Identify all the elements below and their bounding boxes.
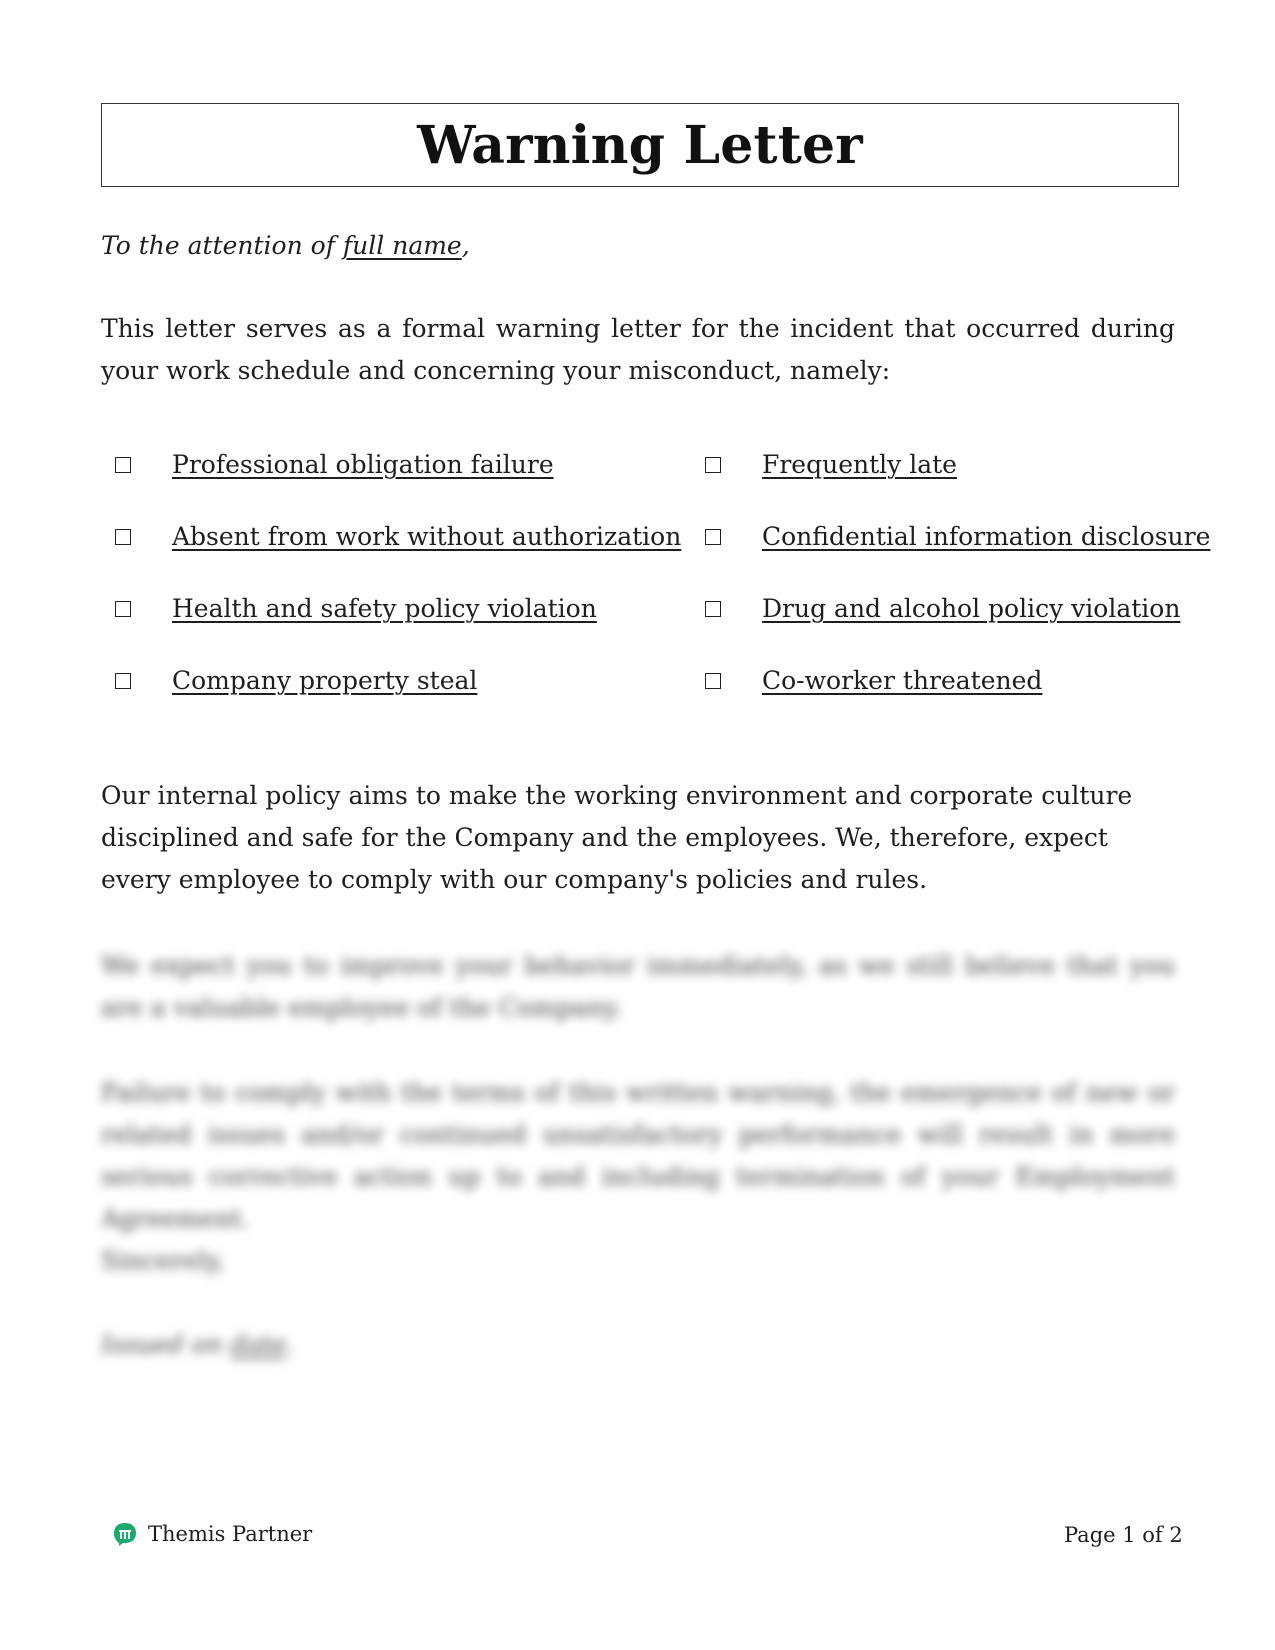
document-title: Warning Letter <box>417 114 863 176</box>
checklist-label: Frequently late <box>762 450 957 479</box>
checkbox[interactable] <box>705 529 721 545</box>
checkbox[interactable] <box>115 673 131 689</box>
policy-paragraph: Our internal policy aims to make the working environment and corporate culture disciplined and safe for the Company and the employees. We, therefore, expect every employee to comply with our company's policies and rules. <box>101 781 1133 894</box>
checkbox[interactable] <box>705 673 721 689</box>
attention-line <box>101 225 1175 267</box>
attention-suffix: , <box>461 231 470 260</box>
checkbox[interactable] <box>115 601 131 617</box>
checklist-label: Professional obligation failure <box>172 450 554 479</box>
checklist-item[interactable] <box>691 666 1042 695</box>
checkbox[interactable] <box>705 457 721 473</box>
checklist-label: Health and safety policy violation <box>172 594 597 623</box>
checklist-item[interactable] <box>691 450 957 479</box>
attention-prefix: To the attention of <box>101 231 343 260</box>
checklist-label: Confidential information disclosure <box>762 522 1211 551</box>
themis-logo-icon <box>112 1521 138 1547</box>
page-number: Page 1 of 2 <box>1064 1523 1183 1547</box>
checklist-label: Drug and alcohol policy violation <box>762 594 1181 623</box>
brand-name: Themis Partner <box>148 1522 313 1546</box>
footer-brand <box>112 1521 312 1547</box>
checklist-label: Company property steal <box>172 666 478 695</box>
blurred-closing: Sincerely, <box>101 1246 225 1275</box>
blurred-issued-line <box>101 1324 1175 1366</box>
title-box <box>101 103 1179 187</box>
issued-date-field: date <box>230 1330 287 1359</box>
checkbox[interactable] <box>115 457 131 473</box>
issued-prefix: Issued on <box>101 1330 231 1359</box>
checklist-item[interactable] <box>691 522 1210 551</box>
checkbox[interactable] <box>115 529 131 545</box>
checklist-item[interactable] <box>101 594 597 623</box>
checkbox[interactable] <box>705 601 721 617</box>
checklist-label: Co-worker threatened <box>762 666 1043 695</box>
blurred-paragraph: Failure to comply with the terms of this written warning, the emergence of new or related issues and/or continued unsatisfactory performance will result in more serious corrective action up to and including termination of your Employment Agreement. <box>101 1078 1175 1233</box>
checklist-item[interactable] <box>101 522 681 551</box>
blurred-paragraph: We expect you to improve your behavior immediately, as we still believe that you are a valuable employee of the Company. <box>101 951 1175 1022</box>
checklist-item[interactable] <box>101 450 554 479</box>
attention-name-field: full name <box>342 231 462 260</box>
checklist-item[interactable] <box>691 594 1180 623</box>
intro-paragraph: This letter serves as a formal warning letter for the incident that occurred during your work schedule and concerning your misconduct, namely: <box>101 314 1175 385</box>
checklist-label: Absent from work without authorization <box>172 522 682 551</box>
checklist-item[interactable] <box>101 666 477 695</box>
issued-suffix: . <box>286 1330 295 1359</box>
